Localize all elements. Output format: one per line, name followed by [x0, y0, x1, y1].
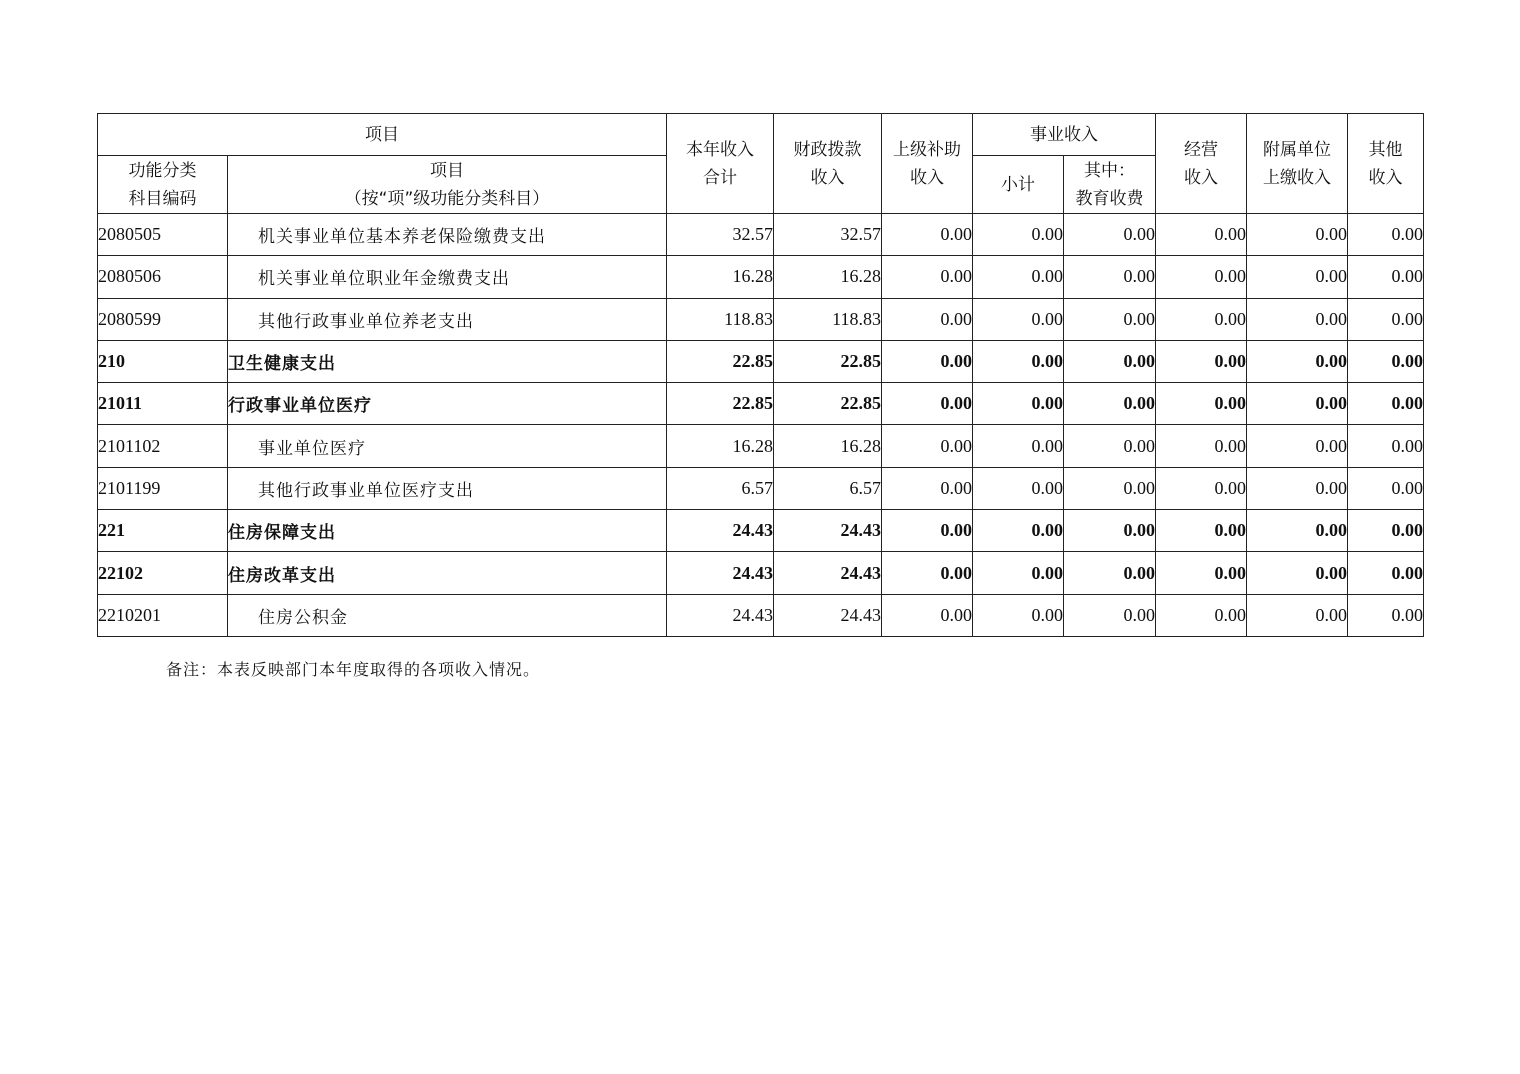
- row-value: 32.57: [667, 214, 774, 256]
- row-name: 住房保障支出: [228, 510, 667, 552]
- row-value: 0.00: [882, 214, 973, 256]
- header-operating-line2: 收入: [1184, 167, 1218, 188]
- header-edu-fee: [1064, 156, 1156, 214]
- row-code: 2101102: [98, 425, 228, 467]
- row-name: 其他行政事业单位医疗支出: [228, 467, 667, 509]
- header-other: [1348, 114, 1424, 214]
- row-value: 32.57: [774, 214, 882, 256]
- row-value: 0.00: [1348, 256, 1424, 298]
- row-value: 24.43: [667, 594, 774, 636]
- row-value: 0.00: [1348, 594, 1424, 636]
- row-value: 24.43: [667, 510, 774, 552]
- row-code: 22102: [98, 552, 228, 594]
- row-value: 6.57: [774, 467, 882, 509]
- row-value: 0.00: [1156, 256, 1247, 298]
- table-row: [98, 214, 1424, 256]
- row-value: 0.00: [1247, 510, 1348, 552]
- header-code-line1: 功能分类: [128, 160, 197, 181]
- header-other-line2: 收入: [1368, 167, 1403, 188]
- row-value: 0.00: [973, 594, 1064, 636]
- row-value: 16.28: [774, 425, 882, 467]
- row-value: 22.85: [774, 383, 882, 425]
- row-value: 0.00: [1348, 467, 1424, 509]
- header-project-group: 项目: [98, 114, 667, 156]
- row-value: 0.00: [882, 298, 973, 340]
- row-value: 0.00: [1064, 340, 1156, 382]
- header-operating-line1: 经营: [1184, 139, 1218, 160]
- row-value: 0.00: [1156, 383, 1247, 425]
- row-value: 0.00: [1156, 552, 1247, 594]
- header-name: [228, 156, 667, 214]
- row-value: 0.00: [1348, 383, 1424, 425]
- row-value: 0.00: [1247, 298, 1348, 340]
- header-fiscal-line1: 财政拨款: [793, 139, 862, 160]
- header-superior-line2: 收入: [910, 167, 944, 188]
- income-table: [97, 113, 1424, 637]
- row-value: 0.00: [882, 425, 973, 467]
- row-value: 0.00: [973, 425, 1064, 467]
- row-code: 2210201: [98, 594, 228, 636]
- table-note: 备注：本表反映部门本年度取得的各项收入情况。: [166, 660, 541, 679]
- row-value: 0.00: [1247, 594, 1348, 636]
- row-value: 0.00: [1064, 425, 1156, 467]
- row-value: 0.00: [882, 340, 973, 382]
- row-value: 0.00: [1064, 214, 1156, 256]
- row-value: 0.00: [1247, 425, 1348, 467]
- row-value: 0.00: [973, 467, 1064, 509]
- table-row: [98, 340, 1424, 382]
- header-subtotal: 小计: [973, 156, 1064, 214]
- header-edu-fee-line1: 其中：: [1084, 160, 1135, 181]
- row-value: 0.00: [1156, 510, 1247, 552]
- header-edu-fee-line2: 教育收费: [1075, 188, 1144, 209]
- row-value: 16.28: [774, 256, 882, 298]
- row-value: 0.00: [1348, 552, 1424, 594]
- row-value: 118.83: [667, 298, 774, 340]
- header-other-line1: 其他: [1368, 139, 1403, 160]
- row-value: 0.00: [1064, 383, 1156, 425]
- table-row: [98, 510, 1424, 552]
- row-code: 2080599: [98, 298, 228, 340]
- row-value: 24.43: [774, 594, 882, 636]
- row-value: 0.00: [1064, 298, 1156, 340]
- header-fiscal-line2: 收入: [810, 167, 845, 188]
- table-row: [98, 552, 1424, 594]
- header-career-group: 事业收入: [973, 114, 1156, 156]
- row-value: 0.00: [1348, 425, 1424, 467]
- row-value: 0.00: [1156, 340, 1247, 382]
- row-value: 24.43: [774, 552, 882, 594]
- row-value: 0.00: [1247, 383, 1348, 425]
- row-value: 6.57: [667, 467, 774, 509]
- row-name: 其他行政事业单位养老支出: [228, 298, 667, 340]
- row-value: 16.28: [667, 425, 774, 467]
- row-value: 0.00: [1064, 594, 1156, 636]
- header-code-line2: 科目编码: [128, 188, 197, 209]
- table-body: [98, 214, 1424, 637]
- row-code: 221: [98, 510, 228, 552]
- row-value: 0.00: [1247, 256, 1348, 298]
- row-name: 卫生健康支出: [228, 340, 667, 382]
- row-value: 0.00: [973, 340, 1064, 382]
- row-value: 0.00: [882, 552, 973, 594]
- row-value: 118.83: [774, 298, 882, 340]
- row-value: 0.00: [1156, 425, 1247, 467]
- table-row: [98, 425, 1424, 467]
- row-value: 0.00: [1064, 552, 1156, 594]
- row-name: 住房改革支出: [228, 552, 667, 594]
- row-name: 行政事业单位医疗: [228, 383, 667, 425]
- row-value: 0.00: [973, 383, 1064, 425]
- row-code: 2101199: [98, 467, 228, 509]
- row-value: 0.00: [973, 256, 1064, 298]
- row-value: 0.00: [882, 594, 973, 636]
- row-name: 住房公积金: [228, 594, 667, 636]
- row-value: 0.00: [973, 214, 1064, 256]
- row-value: 0.00: [1156, 594, 1247, 636]
- row-value: 0.00: [1064, 467, 1156, 509]
- row-value: 0.00: [1156, 467, 1247, 509]
- row-code: 21011: [98, 383, 228, 425]
- table-row: [98, 467, 1424, 509]
- row-value: 0.00: [882, 383, 973, 425]
- table-row: [98, 594, 1424, 636]
- header-total-line2: 合计: [703, 167, 737, 188]
- row-value: 0.00: [1247, 552, 1348, 594]
- row-value: 0.00: [1247, 214, 1348, 256]
- header-total-line1: 本年收入: [686, 139, 754, 160]
- header-affiliated: [1247, 114, 1348, 214]
- header-total: [667, 114, 774, 214]
- row-value: 0.00: [973, 298, 1064, 340]
- header-code: [98, 156, 228, 214]
- table-row: [98, 256, 1424, 298]
- header-fiscal: [774, 114, 882, 214]
- header-operating: [1156, 114, 1247, 214]
- row-value: 0.00: [973, 552, 1064, 594]
- row-value: 0.00: [1247, 467, 1348, 509]
- row-value: 0.00: [1247, 340, 1348, 382]
- row-value: 16.28: [667, 256, 774, 298]
- header-affiliated-line2: 上缴收入: [1263, 167, 1331, 188]
- row-value: 22.85: [667, 340, 774, 382]
- table-row: [98, 383, 1424, 425]
- header-name-line2: （按“项”级功能分类科目）: [344, 188, 550, 209]
- row-name: 事业单位医疗: [228, 425, 667, 467]
- row-code: 2080505: [98, 214, 228, 256]
- row-value: 0.00: [1348, 214, 1424, 256]
- row-value: 0.00: [1156, 214, 1247, 256]
- row-code: 2080506: [98, 256, 228, 298]
- header-affiliated-line1: 附属单位: [1263, 139, 1331, 160]
- row-value: 24.43: [774, 510, 882, 552]
- row-value: 0.00: [882, 256, 973, 298]
- header-superior-line1: 上级补助: [893, 139, 961, 160]
- row-value: 0.00: [1348, 340, 1424, 382]
- row-value: 22.85: [667, 383, 774, 425]
- row-value: 0.00: [1156, 298, 1247, 340]
- row-name: 机关事业单位职业年金缴费支出: [228, 256, 667, 298]
- row-code: 210: [98, 340, 228, 382]
- row-value: 0.00: [1348, 298, 1424, 340]
- row-value: 0.00: [1064, 510, 1156, 552]
- row-value: 0.00: [882, 510, 973, 552]
- header-superior: [882, 114, 973, 214]
- row-value: 22.85: [774, 340, 882, 382]
- header-name-line1: 项目: [430, 160, 464, 181]
- row-value: 0.00: [882, 467, 973, 509]
- row-value: 24.43: [667, 552, 774, 594]
- row-value: 0.00: [1064, 256, 1156, 298]
- table-row: [98, 298, 1424, 340]
- row-value: 0.00: [1348, 510, 1424, 552]
- table-header: [98, 114, 1424, 214]
- row-value: 0.00: [973, 510, 1064, 552]
- row-name: 机关事业单位基本养老保险缴费支出: [228, 214, 667, 256]
